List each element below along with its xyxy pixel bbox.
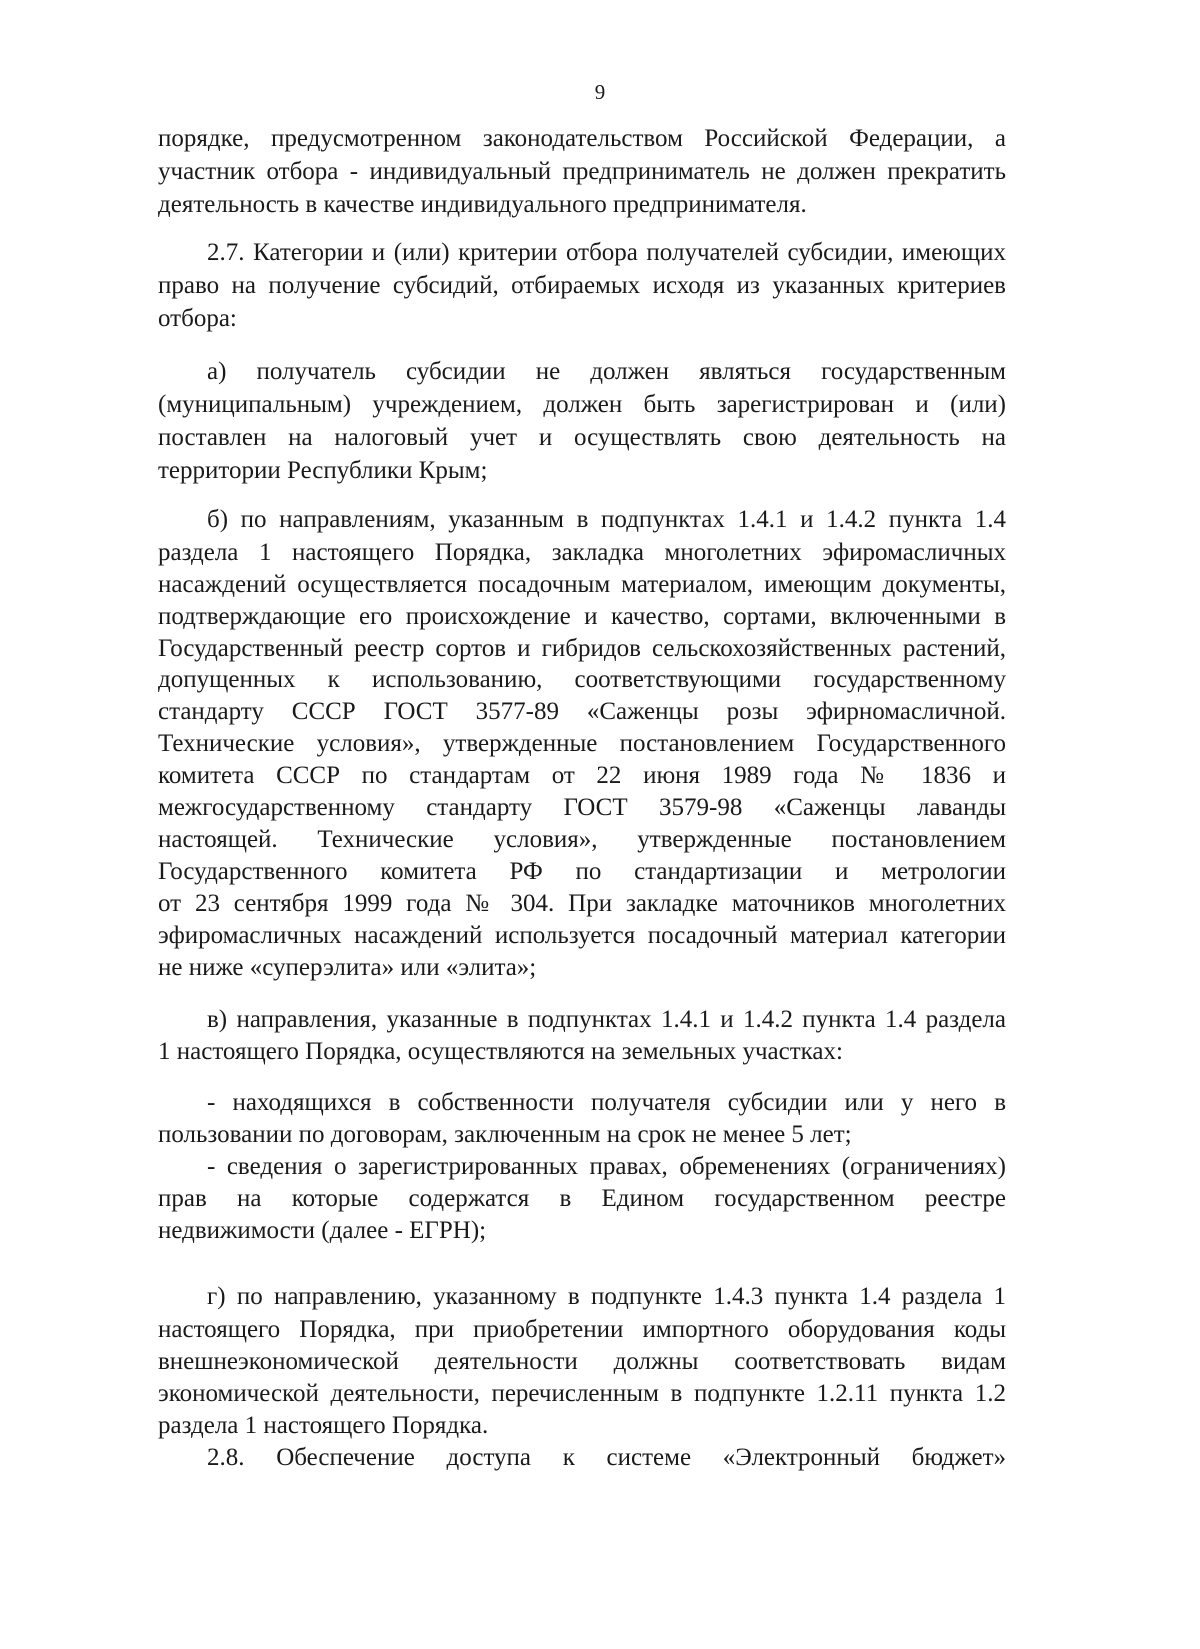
text-line: право на получение субсидий, отбираемых исходя из указанных критериев (158, 272, 1006, 299)
text-line: Государственного комитета РФ по стандартизации и метрологии (158, 858, 1006, 885)
text-line: допущенных к использованию, соответствующими государственному (158, 666, 1006, 693)
text-line: пользовании по договорам, заключенным на срок не менее 5 лет; (158, 1121, 852, 1148)
text-line: недвижимости (далее - ЕГРН); (158, 1217, 487, 1244)
text-line: настоящей. Технические условия», утвержденные постановлением (158, 826, 1006, 853)
text-line: 2.7. Категории и (или) критерии отбора получателей субсидии, имеющих (207, 239, 1006, 266)
text-line: территории Республики Крым; (158, 457, 488, 484)
text-line: межгосударственному стандарту ГОСТ 3579-98 «Саженцы лаванды (158, 794, 1006, 821)
text-line: раздела 1 настоящего Порядка, закладка многолетних эфиромасличных (158, 539, 1006, 566)
text-line: подтверждающие его происхождение и качество, сортами, включенными в (158, 603, 1006, 630)
text-line: стандарту СССР ГОСТ 3577-89 «Саженцы розы эфирномасличной. (158, 698, 1006, 725)
text-line: внешнеэкономической деятельности должны соответствовать видам (158, 1348, 1006, 1375)
text-line: Государственный реестр сортов и гибридов сельскохозяйственных растений, (158, 635, 1006, 662)
text-line: не ниже «суперэлита» или «элита»; (158, 954, 537, 981)
text-line: прав на которые содержатся в Едином государственном реестре (158, 1185, 1006, 1212)
text-line: настоящего Порядка, при приобретении импортного оборудования коды (158, 1316, 1006, 1343)
text-line: насаждений осуществляется посадочным материалом, имеющим документы, (158, 571, 1006, 598)
text-line: (муниципальным) учреждением, должен быть зарегистрирован и (или) (158, 391, 1006, 418)
text-line: экономической деятельности, перечисленным в подпункте 1.2.11 пункта 1.2 (158, 1380, 1006, 1407)
text-line: - находящихся в собственности получателя субсидии или у него в (207, 1089, 1006, 1116)
text-line: г) по направлению, указанному в подпункте 1.4.3 пункта 1.4 раздела 1 (207, 1283, 1006, 1310)
text-line: участник отбора - индивидуальный предприниматель не должен прекратить (158, 158, 1006, 185)
text-line: отбора: (158, 305, 237, 332)
text-line: деятельность в качестве индивидуального предпринимателя. (158, 191, 807, 218)
text-line: - сведения о зарегистрированных правах, обременениях (ограничениях) (207, 1153, 1006, 1180)
text-line: порядке, предусмотренном законодательством Российской Федерации, а (158, 125, 1006, 152)
text-line: комитета СССР по стандартам от 22 июня 1989 года № 1836 и (158, 762, 1006, 789)
text-line: эфиромасличных насаждений используется посадочный материал категории (158, 922, 1006, 949)
text-line: 1 настоящего Порядка, осуществляются на земельных участках: (158, 1038, 843, 1065)
text-line: раздела 1 настоящего Порядка. (158, 1412, 489, 1439)
text-line: б) по направлениям, указанным в подпунктах 1.4.1 и 1.4.2 пункта 1.4 (207, 506, 1006, 533)
text-line: Технические условия», утвержденные постановлением Государственного (158, 730, 1006, 757)
text-line: поставлен на налоговый учет и осуществлять свою деятельность на (158, 424, 1006, 451)
text-line: от 23 сентября 1999 года № 304. При закладке маточников многолетних (158, 890, 1006, 917)
text-line: 2.8. Обеспечение доступа к системе «Электронный бюджет» (207, 1444, 1006, 1471)
page-number: 9 (594, 80, 606, 104)
text-line: в) направления, указанные в подпунктах 1.4.1 и 1.4.2 пункта 1.4 раздела (207, 1006, 1006, 1033)
text-line: а) получатель субсидии не должен являться государственным (207, 358, 1006, 385)
